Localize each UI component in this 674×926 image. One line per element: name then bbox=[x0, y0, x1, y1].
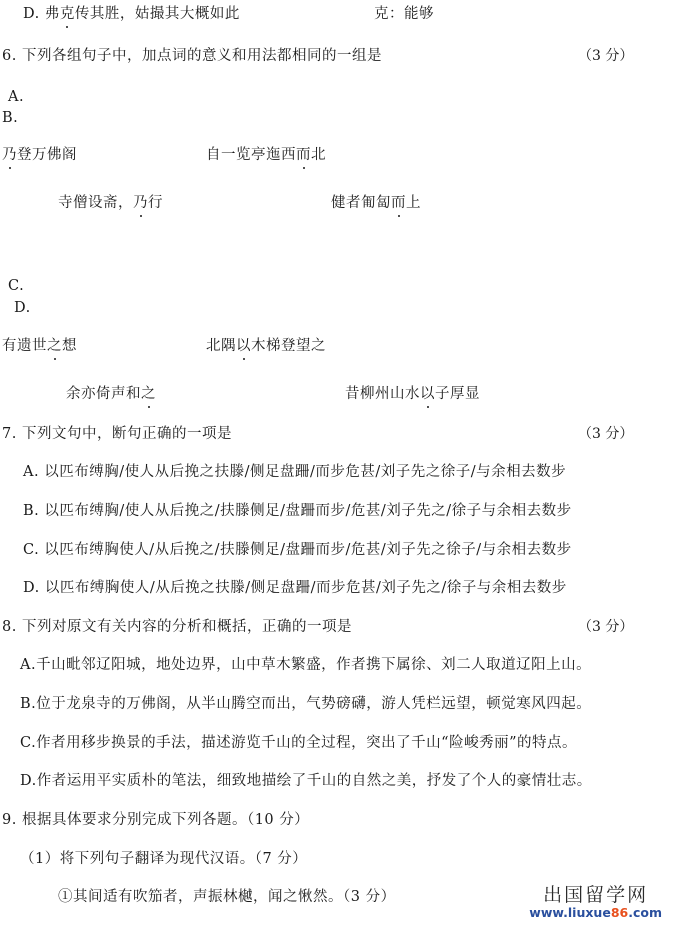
q6-label-c: C. bbox=[8, 278, 25, 294]
q8-option-d: D.作者运用平实质朴的笔法，细致地描绘了千山的自然之美，抒发了个人的豪情壮志。 bbox=[20, 773, 592, 789]
q8-option-c: C.作者用移步换景的手法，描述游览千山的全过程，突出了千山“险峻秀丽”的特点。 bbox=[20, 735, 578, 751]
text: 昔柳州山水 bbox=[345, 386, 420, 402]
q6-c2 bbox=[206, 337, 326, 355]
q7-option-b: B. 以匹布缚胸/使人从后挽之/扶滕侧足/盘跚而步/危甚/刘子先之/徐子与余相去数步 bbox=[23, 503, 572, 519]
text: 上 bbox=[406, 195, 421, 211]
text: 木梯登望之 bbox=[251, 338, 326, 354]
emphasized-word: 而 bbox=[391, 195, 406, 211]
text: 行 bbox=[148, 195, 163, 211]
q8-option-a: A.千山毗邻辽阳城，地处边界，山中草木繁盛，作者携下属徐、刘二人取道辽阳上山。 bbox=[20, 657, 592, 673]
text: 北隅 bbox=[206, 338, 236, 354]
text: 自一览亭迤西 bbox=[206, 147, 296, 163]
emphasized-word: 之 bbox=[47, 338, 62, 354]
q6-c1 bbox=[2, 337, 77, 355]
q7-option-a: A. 以匹布缚胸/使人从后挽之扶滕/侧足盘跚/而步危甚/刘子先之徐子/与余相去数步 bbox=[23, 464, 567, 480]
text: 余亦倚声和 bbox=[66, 386, 141, 402]
q5-option-d bbox=[23, 5, 240, 23]
emphasized-word: 以 bbox=[236, 338, 251, 354]
q6-a2 bbox=[206, 146, 326, 164]
q8-stem: 8. 下列对原文有关内容的分析和概括，正确的一项是 bbox=[2, 619, 352, 635]
text: 寺僧设斋， bbox=[58, 195, 133, 211]
q9-item1: ①其间适有吹笳者，声振林樾，闻之愀然。（3 分） bbox=[58, 889, 396, 905]
option-label: D. bbox=[23, 6, 40, 22]
text: 子厚显 bbox=[435, 386, 480, 402]
q7-stem: 7. 下列文句中，断句正确的一项是 bbox=[2, 426, 232, 442]
q9-sub1: （1）将下列句子翻译为现代汉语。（7 分） bbox=[20, 851, 308, 867]
watermark-title: 出国留学网 bbox=[543, 884, 649, 906]
text: 健者匍匐 bbox=[331, 195, 391, 211]
q6-b1 bbox=[58, 194, 163, 212]
emphasized-word: 克 bbox=[59, 6, 75, 22]
q8-score: （3 分） bbox=[578, 619, 634, 635]
watermark-logo bbox=[529, 884, 662, 920]
emphasized-word: 乃 bbox=[133, 195, 148, 211]
q7-option-d: D. 以匹布缚胸使人/从后挽之扶滕/侧足盘跚/而步危甚/刘子先之/徐子与余相去数步 bbox=[23, 580, 567, 596]
emphasized-word: 乃 bbox=[2, 147, 17, 163]
emphasized-word: 而 bbox=[296, 147, 311, 163]
text: 弗 bbox=[44, 6, 60, 22]
q8-option-b: B.位于龙泉寺的万佛阁，从半山腾空而出，气势磅礴，游人凭栏远望，顿觉寒风四起。 bbox=[20, 696, 592, 712]
q6-d1 bbox=[66, 385, 156, 403]
q7-score: （3 分） bbox=[578, 426, 634, 442]
text: 传其胜，姑撮其大概如此 bbox=[74, 6, 240, 22]
url-text: .com bbox=[628, 905, 662, 920]
q6-label-a: A. bbox=[8, 89, 25, 105]
emphasized-word: 以 bbox=[420, 386, 435, 402]
q9-stem: 9. 根据具体要求分别完成下列各题。（10 分） bbox=[2, 812, 310, 828]
text: 北 bbox=[311, 147, 326, 163]
q6-a1 bbox=[2, 146, 77, 164]
text: 登万佛阁 bbox=[17, 147, 77, 163]
q6-score: （3 分） bbox=[578, 48, 634, 64]
watermark-url bbox=[529, 906, 662, 920]
url-text: www.liuxue bbox=[529, 905, 611, 920]
emphasized-word: 之 bbox=[141, 386, 156, 402]
text: 有遗世 bbox=[2, 338, 47, 354]
q6-d2 bbox=[345, 385, 480, 403]
text: 想 bbox=[62, 338, 77, 354]
q6-label-d: D. bbox=[14, 300, 31, 316]
q5-option-d-gloss: 克：能够 bbox=[374, 6, 434, 22]
q6-b2 bbox=[331, 194, 421, 212]
q7-option-c: C. 以匹布缚胸使人/从后挽之/扶滕侧足/盘跚而步/危甚/刘子先之徐子/与余相去数步 bbox=[23, 542, 572, 558]
q6-stem: 6. 下列各组句子中，加点词的意义和用法都相同的一组是 bbox=[2, 48, 382, 64]
url-highlight: 86 bbox=[610, 905, 629, 920]
q6-label-b: B. bbox=[2, 110, 19, 126]
